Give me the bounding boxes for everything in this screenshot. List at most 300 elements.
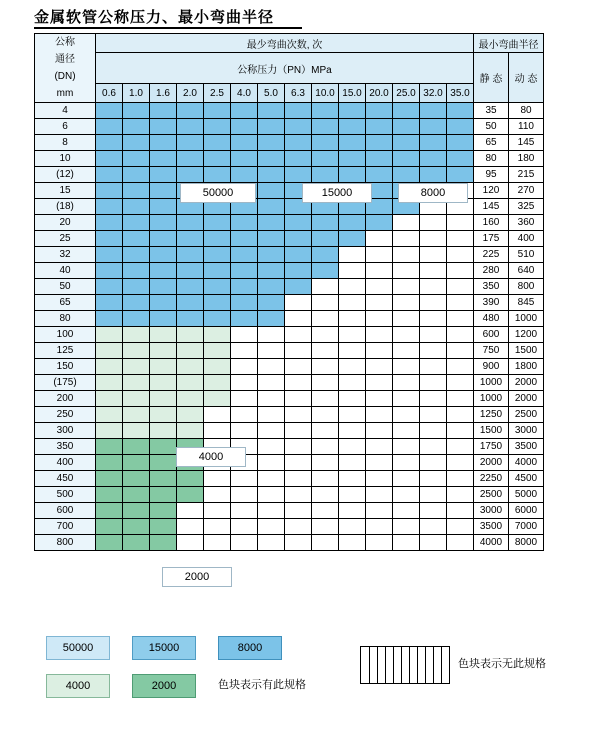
- cell-r25-c1: [123, 503, 150, 519]
- dn-value: 250: [35, 407, 96, 423]
- cell-r4-c8: [312, 167, 339, 183]
- cell-r21-c13: [447, 439, 474, 455]
- cell-r18-c7: [285, 391, 312, 407]
- cell-r3-c8: [312, 151, 339, 167]
- cell-r24-c6: [258, 487, 285, 503]
- cell-r20-c11: [393, 423, 420, 439]
- cell-r20-c9: [339, 423, 366, 439]
- cell-r0-c10: [366, 103, 393, 119]
- cell-r25-c9: [339, 503, 366, 519]
- dn-value: 100: [35, 327, 96, 343]
- cell-r18-c4: [204, 391, 231, 407]
- static-header: 静 态: [474, 53, 509, 103]
- cell-r26-c8: [312, 519, 339, 535]
- dn-value: 500: [35, 487, 96, 503]
- dn-header-cell: [35, 34, 96, 103]
- static-radius-value: 145: [474, 199, 509, 215]
- dn-value: 600: [35, 503, 96, 519]
- table-head: [35, 34, 544, 103]
- cell-r19-c4: [204, 407, 231, 423]
- table-row: [35, 487, 544, 503]
- cell-r8-c1: [123, 231, 150, 247]
- cell-r4-c3: [177, 167, 204, 183]
- cell-r18-c9: [339, 391, 366, 407]
- dynamic-radius-value: 3000: [509, 423, 544, 439]
- cell-r3-c1: [123, 151, 150, 167]
- cell-r4-c4: [204, 167, 231, 183]
- static-radius-value: 50: [474, 119, 509, 135]
- cell-r0-c0: [96, 103, 123, 119]
- static-radius-value: 900: [474, 359, 509, 375]
- cell-r24-c13: [447, 487, 474, 503]
- cell-r4-c1: [123, 167, 150, 183]
- cell-r11-c4: [204, 279, 231, 295]
- cell-r1-c12: [420, 119, 447, 135]
- cell-r14-c5: [231, 327, 258, 343]
- table-row: [35, 263, 544, 279]
- cell-r2-c13: [447, 135, 474, 151]
- cell-r17-c5: [231, 375, 258, 391]
- static-radius-value: 225: [474, 247, 509, 263]
- cell-r9-c10: [366, 247, 393, 263]
- cell-r16-c12: [420, 359, 447, 375]
- dynamic-radius-value: 1200: [509, 327, 544, 343]
- static-radius-value: 4000: [474, 535, 509, 551]
- table-row: [35, 407, 544, 423]
- cell-r15-c10: [366, 343, 393, 359]
- dynamic-radius-value: 1800: [509, 359, 544, 375]
- dynamic-radius-value: 400: [509, 231, 544, 247]
- table-row: [35, 151, 544, 167]
- cell-r7-c5: [231, 215, 258, 231]
- cell-r18-c11: [393, 391, 420, 407]
- static-radius-value: 1000: [474, 391, 509, 407]
- cell-r26-c9: [339, 519, 366, 535]
- static-radius-value: 3000: [474, 503, 509, 519]
- cell-r10-c5: [231, 263, 258, 279]
- cell-r23-c1: [123, 471, 150, 487]
- cell-r14-c4: [204, 327, 231, 343]
- cell-r11-c7: [285, 279, 312, 295]
- cell-r22-c8: [312, 455, 339, 471]
- dynamic-radius-value: 110: [509, 119, 544, 135]
- cell-r23-c10: [366, 471, 393, 487]
- cell-r26-c6: [258, 519, 285, 535]
- cell-r18-c2: [150, 391, 177, 407]
- cell-r11-c9: [339, 279, 366, 295]
- cell-r23-c9: [339, 471, 366, 487]
- table-row: [35, 215, 544, 231]
- cell-r14-c3: [177, 327, 204, 343]
- cell-r10-c4: [204, 263, 231, 279]
- cell-r4-c5: [231, 167, 258, 183]
- cell-r25-c5: [231, 503, 258, 519]
- cell-r11-c3: [177, 279, 204, 295]
- dn-value: 150: [35, 359, 96, 375]
- cell-r1-c4: [204, 119, 231, 135]
- cell-r16-c0: [96, 359, 123, 375]
- cell-r7-c8: [312, 215, 339, 231]
- cell-r10-c0: [96, 263, 123, 279]
- static-radius-value: 280: [474, 263, 509, 279]
- cell-r2-c3: [177, 135, 204, 151]
- cell-r13-c9: [339, 311, 366, 327]
- cell-r11-c13: [447, 279, 474, 295]
- table-row: [35, 455, 544, 471]
- cell-r12-c3: [177, 295, 204, 311]
- cell-r24-c8: [312, 487, 339, 503]
- static-radius-value: 750: [474, 343, 509, 359]
- cell-r6-c0: [96, 199, 123, 215]
- dynamic-radius-value: 1500: [509, 343, 544, 359]
- dynamic-radius-value: 4500: [509, 471, 544, 487]
- pressure-col-6: 5.0: [258, 84, 285, 103]
- cell-r2-c10: [366, 135, 393, 151]
- static-radius-value: 160: [474, 215, 509, 231]
- pressure-col-12: 32.0: [420, 84, 447, 103]
- table-row: [35, 119, 544, 135]
- pressure-col-13: 35.0: [447, 84, 474, 103]
- static-radius-value: 2250: [474, 471, 509, 487]
- cell-r8-c6: [258, 231, 285, 247]
- cell-r12-c9: [339, 295, 366, 311]
- cell-r27-c8: [312, 535, 339, 551]
- cell-r15-c1: [123, 343, 150, 359]
- cell-r26-c12: [420, 519, 447, 535]
- static-radius-value: 175: [474, 231, 509, 247]
- cell-r0-c9: [339, 103, 366, 119]
- cell-r0-c13: [447, 103, 474, 119]
- cell-r4-c11: [393, 167, 420, 183]
- cell-r25-c7: [285, 503, 312, 519]
- cell-r17-c8: [312, 375, 339, 391]
- cell-r27-c0: [96, 535, 123, 551]
- cell-r23-c5: [231, 471, 258, 487]
- cell-r4-c12: [420, 167, 447, 183]
- dynamic-radius-value: 5000: [509, 487, 544, 503]
- cell-r9-c4: [204, 247, 231, 263]
- cell-r12-c11: [393, 295, 420, 311]
- dn-value: 800: [35, 535, 96, 551]
- cell-r26-c10: [366, 519, 393, 535]
- cell-r20-c4: [204, 423, 231, 439]
- pressure-col-8: 10.0: [312, 84, 339, 103]
- cell-r15-c5: [231, 343, 258, 359]
- dn-value: 80: [35, 311, 96, 327]
- cell-r1-c0: [96, 119, 123, 135]
- cell-r18-c6: [258, 391, 285, 407]
- cell-r8-c13: [447, 231, 474, 247]
- static-radius-value: 95: [474, 167, 509, 183]
- cell-r13-c5: [231, 311, 258, 327]
- cell-r11-c12: [420, 279, 447, 295]
- cell-r14-c7: [285, 327, 312, 343]
- cell-r17-c12: [420, 375, 447, 391]
- cell-r2-c5: [231, 135, 258, 151]
- cell-r18-c8: [312, 391, 339, 407]
- cell-r3-c10: [366, 151, 393, 167]
- cell-r2-c6: [258, 135, 285, 151]
- cell-r4-c9: [339, 167, 366, 183]
- cell-r16-c7: [285, 359, 312, 375]
- cell-r1-c5: [231, 119, 258, 135]
- dynamic-radius-value: 800: [509, 279, 544, 295]
- cell-r8-c0: [96, 231, 123, 247]
- dn-header-line-3: (DN): [54, 71, 76, 82]
- cell-r12-c4: [204, 295, 231, 311]
- cell-r20-c3: [177, 423, 204, 439]
- cell-r11-c1: [123, 279, 150, 295]
- dn-value: (175): [35, 375, 96, 391]
- cell-r9-c12: [420, 247, 447, 263]
- cell-r8-c10: [366, 231, 393, 247]
- cell-r18-c1: [123, 391, 150, 407]
- dn-header-line-1: 公称: [55, 37, 75, 48]
- cell-r7-c13: [447, 215, 474, 231]
- static-radius-value: 350: [474, 279, 509, 295]
- cell-r13-c12: [420, 311, 447, 327]
- value-tag-15000: 15000: [302, 183, 372, 203]
- cell-r17-c0: [96, 375, 123, 391]
- table-row: [35, 471, 544, 487]
- cell-r18-c0: [96, 391, 123, 407]
- cell-r22-c12: [420, 455, 447, 471]
- cell-r19-c7: [285, 407, 312, 423]
- dn-value: 6: [35, 119, 96, 135]
- cell-r27-c5: [231, 535, 258, 551]
- cell-r22-c2: [150, 455, 177, 471]
- cell-r10-c8: [312, 263, 339, 279]
- cell-r0-c7: [285, 103, 312, 119]
- cell-r25-c11: [393, 503, 420, 519]
- cell-r0-c6: [258, 103, 285, 119]
- dynamic-radius-value: 2000: [509, 391, 544, 407]
- cell-r9-c6: [258, 247, 285, 263]
- cell-r16-c11: [393, 359, 420, 375]
- cell-r11-c2: [150, 279, 177, 295]
- dn-value: 8: [35, 135, 96, 151]
- table-row: [35, 279, 544, 295]
- cell-r13-c0: [96, 311, 123, 327]
- pressure-header: 公称压力（PN）MPa: [96, 53, 474, 84]
- static-radius-value: 1500: [474, 423, 509, 439]
- value-tag-4000: 4000: [176, 447, 246, 467]
- cell-r23-c6: [258, 471, 285, 487]
- dn-value: 50: [35, 279, 96, 295]
- cell-r19-c10: [366, 407, 393, 423]
- table-row: [35, 391, 544, 407]
- cell-r17-c1: [123, 375, 150, 391]
- cell-r22-c11: [393, 455, 420, 471]
- cell-r26-c0: [96, 519, 123, 535]
- cell-r16-c1: [123, 359, 150, 375]
- static-radius-value: 3500: [474, 519, 509, 535]
- cell-r24-c11: [393, 487, 420, 503]
- cell-r11-c5: [231, 279, 258, 295]
- cell-r24-c5: [231, 487, 258, 503]
- cell-r16-c2: [150, 359, 177, 375]
- cell-r18-c3: [177, 391, 204, 407]
- cell-r27-c3: [177, 535, 204, 551]
- dn-value: 20: [35, 215, 96, 231]
- cell-r8-c5: [231, 231, 258, 247]
- dn-value: 700: [35, 519, 96, 535]
- cell-r24-c9: [339, 487, 366, 503]
- cell-r26-c7: [285, 519, 312, 535]
- cell-r9-c8: [312, 247, 339, 263]
- cell-r20-c2: [150, 423, 177, 439]
- cell-r16-c13: [447, 359, 474, 375]
- cell-r11-c0: [96, 279, 123, 295]
- cell-r19-c6: [258, 407, 285, 423]
- cell-r9-c13: [447, 247, 474, 263]
- cell-r15-c13: [447, 343, 474, 359]
- cell-r14-c10: [366, 327, 393, 343]
- dynamic-radius-value: 4000: [509, 455, 544, 471]
- cell-r17-c13: [447, 375, 474, 391]
- static-radius-value: 65: [474, 135, 509, 151]
- cell-r13-c1: [123, 311, 150, 327]
- cell-r2-c8: [312, 135, 339, 151]
- cell-r23-c11: [393, 471, 420, 487]
- static-radius-value: 1250: [474, 407, 509, 423]
- dn-value: 25: [35, 231, 96, 247]
- cell-r27-c11: [393, 535, 420, 551]
- pressure-col-5: 4.0: [231, 84, 258, 103]
- cell-r10-c10: [366, 263, 393, 279]
- cell-r3-c5: [231, 151, 258, 167]
- cell-r10-c9: [339, 263, 366, 279]
- cell-r15-c2: [150, 343, 177, 359]
- cell-r12-c8: [312, 295, 339, 311]
- dynamic-radius-value: 2500: [509, 407, 544, 423]
- cell-r12-c5: [231, 295, 258, 311]
- cell-r10-c11: [393, 263, 420, 279]
- cell-r23-c8: [312, 471, 339, 487]
- cell-r12-c2: [150, 295, 177, 311]
- cell-r13-c10: [366, 311, 393, 327]
- bend-count-header: 最少弯曲次数, 次: [96, 34, 474, 53]
- pressure-col-1: 1.0: [123, 84, 150, 103]
- cell-r19-c3: [177, 407, 204, 423]
- cell-r5-c2: [150, 183, 177, 199]
- cell-r26-c13: [447, 519, 474, 535]
- cell-r22-c0: [96, 455, 123, 471]
- cell-r9-c2: [150, 247, 177, 263]
- legend-item-2000: 2000: [132, 674, 196, 698]
- cell-r27-c7: [285, 535, 312, 551]
- cell-r17-c3: [177, 375, 204, 391]
- cell-r23-c12: [420, 471, 447, 487]
- cell-r14-c11: [393, 327, 420, 343]
- table-body: [35, 103, 544, 551]
- cell-r13-c2: [150, 311, 177, 327]
- cell-r26-c1: [123, 519, 150, 535]
- cell-r7-c3: [177, 215, 204, 231]
- cell-r19-c1: [123, 407, 150, 423]
- cell-r23-c13: [447, 471, 474, 487]
- cell-r17-c11: [393, 375, 420, 391]
- cell-r10-c7: [285, 263, 312, 279]
- cell-r15-c7: [285, 343, 312, 359]
- legend-item-4000: 4000: [46, 674, 110, 698]
- cell-r21-c7: [285, 439, 312, 455]
- cell-r4-c0: [96, 167, 123, 183]
- cell-r13-c8: [312, 311, 339, 327]
- cell-r27-c1: [123, 535, 150, 551]
- dynamic-radius-value: 7000: [509, 519, 544, 535]
- cell-r7-c6: [258, 215, 285, 231]
- cell-r25-c6: [258, 503, 285, 519]
- cell-r16-c10: [366, 359, 393, 375]
- cell-r8-c3: [177, 231, 204, 247]
- table-row: [35, 247, 544, 263]
- table-row: [35, 359, 544, 375]
- page-title: 金属软管公称压力、最小弯曲半径: [34, 8, 275, 26]
- cell-r0-c3: [177, 103, 204, 119]
- cell-r6-c2: [150, 199, 177, 215]
- cell-r0-c5: [231, 103, 258, 119]
- cell-r13-c3: [177, 311, 204, 327]
- cell-r24-c10: [366, 487, 393, 503]
- table-row: [35, 311, 544, 327]
- cell-r5-c1: [123, 183, 150, 199]
- cell-r3-c2: [150, 151, 177, 167]
- cell-r14-c13: [447, 327, 474, 343]
- dynamic-radius-value: 3500: [509, 439, 544, 455]
- cell-r26-c4: [204, 519, 231, 535]
- cell-r3-c4: [204, 151, 231, 167]
- cell-r23-c3: [177, 471, 204, 487]
- cell-r10-c3: [177, 263, 204, 279]
- cell-r12-c13: [447, 295, 474, 311]
- dynamic-radius-value: 270: [509, 183, 544, 199]
- cell-r23-c4: [204, 471, 231, 487]
- dynamic-radius-value: 2000: [509, 375, 544, 391]
- cell-r11-c6: [258, 279, 285, 295]
- cell-r0-c12: [420, 103, 447, 119]
- cell-r19-c5: [231, 407, 258, 423]
- cell-r19-c8: [312, 407, 339, 423]
- table-row: [35, 167, 544, 183]
- cell-r6-c6: [258, 199, 285, 215]
- cell-r15-c4: [204, 343, 231, 359]
- cell-r27-c10: [366, 535, 393, 551]
- static-radius-value: 2000: [474, 455, 509, 471]
- cell-r22-c7: [285, 455, 312, 471]
- dn-value: 15: [35, 183, 96, 199]
- dynamic-radius-value: 360: [509, 215, 544, 231]
- cell-r26-c2: [150, 519, 177, 535]
- cell-r11-c8: [312, 279, 339, 295]
- cell-r13-c7: [285, 311, 312, 327]
- dynamic-radius-value: 145: [509, 135, 544, 151]
- cell-r7-c0: [96, 215, 123, 231]
- cell-r8-c8: [312, 231, 339, 247]
- cell-r20-c13: [447, 423, 474, 439]
- dynamic-radius-value: 510: [509, 247, 544, 263]
- static-radius-value: 1000: [474, 375, 509, 391]
- dynamic-radius-value: 180: [509, 151, 544, 167]
- cell-r12-c7: [285, 295, 312, 311]
- cell-r8-c2: [150, 231, 177, 247]
- cell-r21-c1: [123, 439, 150, 455]
- cell-r20-c7: [285, 423, 312, 439]
- cell-r0-c11: [393, 103, 420, 119]
- cell-r14-c9: [339, 327, 366, 343]
- cell-r7-c12: [420, 215, 447, 231]
- dynamic-radius-value: 6000: [509, 503, 544, 519]
